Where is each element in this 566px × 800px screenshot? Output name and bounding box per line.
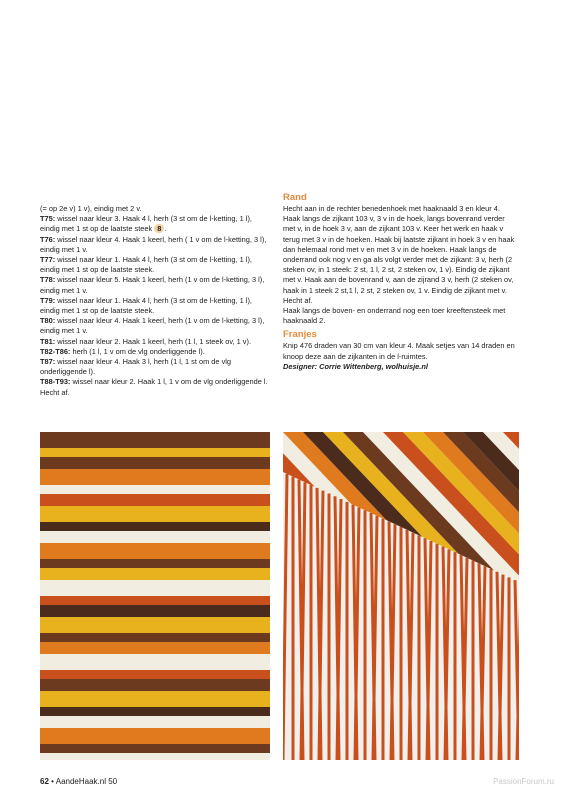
stripe-band bbox=[40, 753, 270, 760]
watermark: PassionForum.ru bbox=[493, 777, 554, 786]
stripe-band bbox=[40, 469, 270, 485]
fringe-illustration bbox=[283, 432, 519, 760]
rand-heading: Rand bbox=[283, 192, 307, 203]
instructions-right-column bbox=[283, 192, 519, 372]
instruction-line-t78: T78: wissel naar kleur 5. Haak 1 keerl, herh (1 v om de l-ketting, 3 l), eindig met 1 v. bbox=[40, 275, 265, 295]
stripe-band bbox=[40, 522, 270, 531]
instruction-line-t75: T75: wissel naar kleur 3. Haak 4 l, herh (3 st om de l-ketting, 1 l), eindig met 1 st op de laatste steek 8 . bbox=[40, 214, 252, 234]
stripe-band bbox=[40, 432, 270, 448]
stripe-band bbox=[40, 531, 270, 543]
stripe-band bbox=[40, 457, 270, 469]
instruction-line-t88-t93: T88-T93: wissel naar kleur 2. Haak 1 l, 1 v om de vlg onderliggende l. Hecht af. bbox=[40, 377, 268, 397]
instruction-line-t87: T87: wissel naar kleur 4. Haak 3 l, herh (1 l, 1 st om de vlg onderliggende l). bbox=[40, 357, 232, 377]
stripe-band bbox=[40, 691, 270, 707]
page-footer bbox=[40, 777, 117, 786]
stripe-band bbox=[40, 679, 270, 691]
stripe-band bbox=[40, 744, 270, 753]
chart-reference-badge: 8 bbox=[154, 224, 164, 233]
rand-text-2: Haak langs de boven- en onderrand nog een toer kreeftensteek met haaknaald 2. bbox=[283, 306, 506, 326]
stripe-band bbox=[40, 617, 270, 633]
instruction-line-t80: T80: wissel naar kleur 4. Haak 1 keerl, herh (1 v om de l-ketting, 3 l), eindig met 1 v. bbox=[40, 316, 265, 336]
stripe-band bbox=[40, 707, 270, 716]
stripe-band bbox=[40, 716, 270, 728]
instruction-line-t79: T79: wissel naar kleur 1. Haak 4 l, herh (3 st om de l-ketting, 1 l), eindig met 1 st op de laatste steek. bbox=[40, 295, 252, 316]
designer-credit: Designer: Corrie Wittenberg, wolhuisje.nl bbox=[283, 361, 428, 371]
stripe-band bbox=[40, 728, 270, 744]
stripe-band bbox=[40, 485, 270, 494]
footer-bullet: • bbox=[51, 777, 54, 786]
stripe-band bbox=[40, 580, 270, 596]
stripe-band bbox=[40, 506, 270, 522]
blanket-stripes-photo bbox=[40, 432, 270, 760]
stripe-band bbox=[40, 633, 270, 642]
blanket-fringe-photo bbox=[283, 432, 519, 760]
stripe-band bbox=[40, 494, 270, 506]
stripe-band bbox=[40, 654, 270, 670]
magazine-name: AandeHaak.nl 50 bbox=[55, 777, 118, 786]
rand-text: Hecht aan in de rechter benedenhoek met haaknaald 3 en kleur 4. Haak langs de zijkant 103 v, 3 v in de hoek, langs bovenrand verder met v, in de hoek 3 v, aan de zijkant 103 v. Keer het werk en haak v terug met 3 v in de hoeken. Haak bij laatste zijkant in hoek 3 v en haak dan helemaal rond met v en met 3 v in de hoeken. Haak langs de onderrand ook nog v en ga als volgt verder met de zijkant: 3 v, herh (2 steken ov, in 1 steek: 2 st, 1 l, 2 st, 2 steken ov, 1 v). Eindig de zijkant met v. Haak aan de bovenrand v, aan de zijrand 3 v, herh (2 steken ov, haak in 1 steek 2 st,1 l, 2 st, 2 steken ov, 1 v. Eindig de zijkant met v. Hecht af. bbox=[283, 204, 515, 305]
instruction-line-t76: T76: wissel naar kleur 4. Haak 1 keerl, herh ( 1 v om de l-ketting, 3 l), eindig met 1 v. bbox=[40, 234, 267, 254]
stripe-band bbox=[40, 559, 270, 568]
stripes-illustration bbox=[40, 432, 270, 760]
stripe-band bbox=[40, 642, 270, 654]
instruction-line-t77: T77: wissel naar kleur 1. Haak 4 l, herh (3 st om de l-ketting, 1 l), eindig met 1 st op de laatste steek. bbox=[40, 255, 252, 275]
page-number: 62 bbox=[40, 777, 49, 786]
franjes-text: Knip 476 draden van 30 cm van kleur 4. Maak setjes van 14 draden en knoop deze aan de zijkanten in de l-ruimtes. bbox=[283, 341, 515, 361]
stripe-band bbox=[40, 543, 270, 559]
instructions-left-column bbox=[40, 204, 268, 398]
stripe-band bbox=[40, 568, 270, 580]
stripe-band bbox=[40, 448, 270, 457]
instruction-line-t81: T81: wissel naar kleur 2. Haak 1 keerl, herh (1 l, 1 steek ov, 1 v). bbox=[40, 336, 252, 346]
stripe-band bbox=[40, 670, 270, 679]
stripe-band bbox=[40, 605, 270, 617]
instruction-line-0: (= op 2e v) 1 v), eindig met 2 v. bbox=[40, 204, 142, 213]
stripe-band bbox=[40, 596, 270, 605]
instruction-line-t82-t86: T82-T86: herh (1 l, 1 v om de vlg onderliggende l). bbox=[40, 346, 205, 356]
franjes-heading: Franjes bbox=[283, 329, 317, 341]
